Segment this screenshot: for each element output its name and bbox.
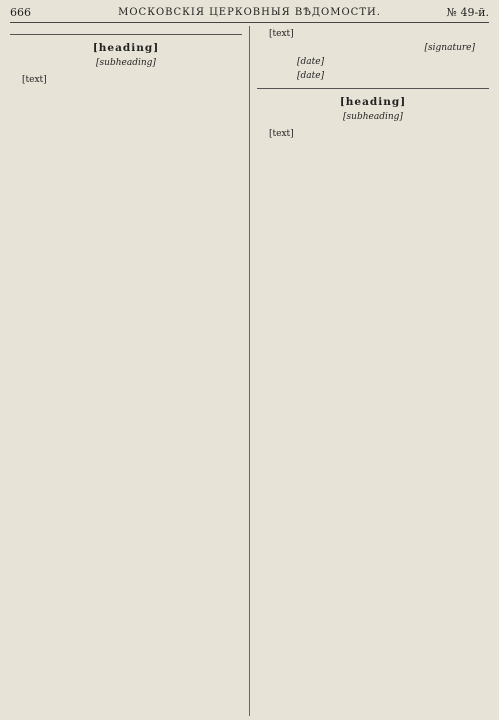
column-divider	[249, 26, 250, 716]
page-header	[10, 4, 489, 23]
dateline: [date]	[297, 57, 325, 67]
article-paragraph: [text]	[269, 29, 294, 39]
article-paragraph: [text]	[269, 129, 294, 139]
obituary-subheading: [subheading]	[343, 112, 403, 122]
author-signature: [signature]	[424, 43, 475, 53]
section-rule	[257, 88, 489, 89]
left-column	[10, 28, 242, 712]
publication-title: МОСКОВСКІЯ ЦЕРКОВНЫЯ ВѢДОМОСТИ.	[118, 7, 381, 18]
obituary-subheading: [subheading]	[96, 58, 156, 68]
page-number: 666	[10, 6, 31, 19]
issue-number: № 49-й.	[446, 6, 489, 19]
right-column	[257, 28, 489, 712]
dateline-year: [date]	[297, 71, 325, 81]
section-rule	[10, 34, 242, 35]
obituary-heading: [heading]	[339, 96, 407, 108]
article-paragraph: [text]	[22, 75, 47, 85]
obituary-heading: [heading]	[92, 42, 160, 54]
